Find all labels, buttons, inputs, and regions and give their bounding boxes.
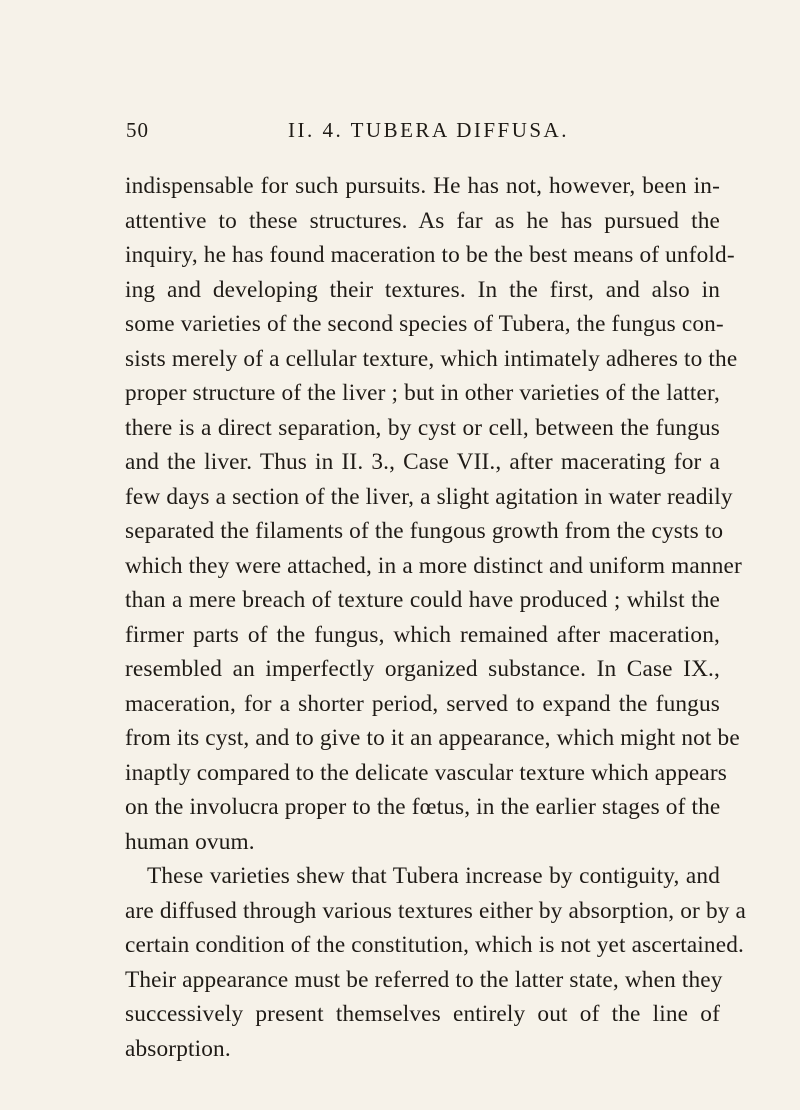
page-number: 50 <box>126 118 149 142</box>
paragraph-1-line-18: inaptly compared to the delicate vascular texture which appears <box>125 759 727 786</box>
paragraph-2-line-6: absorption. <box>125 1035 231 1062</box>
paragraph-2 <box>125 859 747 1066</box>
paragraph-2-line-4: Their appearance must be referred to the latter state, when they <box>125 966 723 993</box>
paragraph-1-line-4: ing and developing their textures. In the first, and also in <box>125 276 720 303</box>
paragraph-1-line-19: on the involucra proper to the fœtus, in the earlier stages of the <box>125 794 721 820</box>
paragraph-1-line-12: which they were attached, in a more distinct and uniform manner <box>125 552 742 579</box>
paragraph-1-line-20: human ovum. <box>125 828 255 855</box>
paragraph-2-line-1: These varieties shew that Tubera increase by contiguity, and <box>147 863 720 889</box>
paragraph-1-line-2: attentive to these structures. As far as he has pursued the <box>125 207 720 234</box>
paragraph-2-line-5: successively present themselves entirely out of the line of <box>125 1001 720 1027</box>
paragraph-1-line-7: proper structure of the liver ; but in other varieties of the latter, <box>125 380 720 406</box>
paragraph-1-line-3: inquiry, he has found maceration to be the best means of unfold- <box>125 242 735 268</box>
paragraph-1-line-5: some varieties of the second species of Tubera, the fungus con- <box>125 311 724 337</box>
paragraph-1-line-14: firmer parts of the fungus, which remained after maceration, <box>125 621 720 648</box>
paragraph-1-line-16: maceration, for a shorter period, served to expand the fungus <box>125 690 720 717</box>
paragraph-1-line-17: from its cyst, and to give to it an appearance, which might not be <box>125 725 740 751</box>
paragraph-2-line-3: certain condition of the constitution, which is not yet ascertained. <box>125 932 744 958</box>
paragraph-1-line-13: than a mere breach of texture could have produced ; whilst the <box>125 587 720 613</box>
paragraph-1 <box>125 169 742 859</box>
paragraph-1-line-10: few days a section of the liver, a slight agitation in water readily <box>125 483 733 510</box>
paragraph-1-line-9: and the liver. Thus in II. 3., Case VII., after macerating for a <box>125 449 720 475</box>
paragraph-1-line-11: separated the filaments of the fungous growth from the cysts to <box>125 518 724 544</box>
body-text <box>125 169 747 1066</box>
paragraph-1-line-6: sists merely of a cellular texture, which intimately adheres to the <box>125 345 738 372</box>
paragraph-2-line-2: are diffused through various textures either by absorption, or by a <box>125 897 747 924</box>
paragraph-1-line-8: there is a direct separation, by cyst or cell, between the fungus <box>125 414 720 441</box>
page-header <box>123 118 713 142</box>
running-title: II. 4. TUBERA DIFFUSA. <box>288 118 569 142</box>
paragraph-1-line-15: resembled an imperfectly organized substance. In Case IX., <box>125 656 720 682</box>
paragraph-1-line-1: indispensable for such pursuits. He has not, however, been in- <box>125 173 720 199</box>
